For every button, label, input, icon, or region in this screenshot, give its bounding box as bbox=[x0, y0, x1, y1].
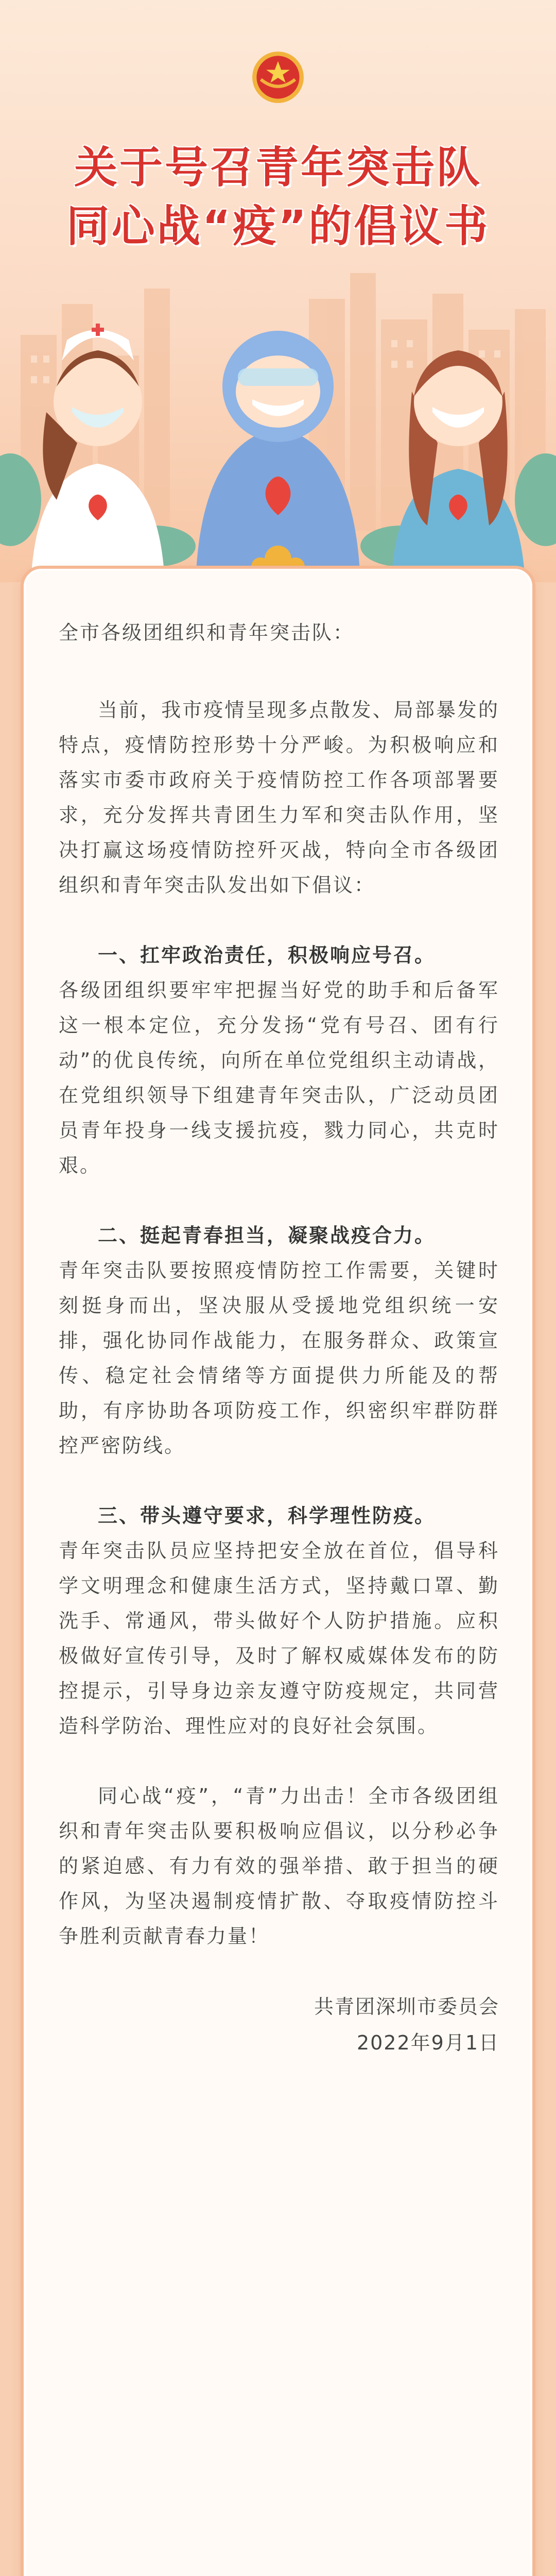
section-2-body: 青年突击队要按照疫情防控工作需要，关键时刻挺身而出，坚决服从受援地党组织统一安排，强化协同作战能力，在服务群众、政策宣传、稳定社会情绪等方面提供力所能及的帮助，有序协助各项防疫工作，织密织牢群防群控严密防线。 bbox=[59, 1259, 499, 1457]
section-3-body: 青年突击队员应坚持把安全放在首位，倡导科学文明理念和健康生活方式，坚持戴口罩、勤洗手、常通风，带头做好个人防护措施。应积极做好宣传引导，及时了解权威媒体发布的防控提示，引导身边亲友遵守防疫规定，共同营造科学防治、理性应对的良好社会氛围。 bbox=[59, 1539, 499, 1737]
signature: 共青团深圳市委员会 bbox=[314, 1995, 499, 2018]
protective-suit-figure bbox=[196, 331, 360, 582]
title-line-1: 关于号召青年突击队 bbox=[74, 142, 482, 193]
intro-paragraph: 当前，我市疫情呈现多点散发、局部暴发的特点，疫情防控形势十分严峻。为积极响应和落实市委市政府关于疫情防控工作各项部署要求，充分发挥共青团生力军和突击队作用，坚决打赢这场疫情防控歼灭战，特向全市各级团组织和青年突击队发出如下倡议： bbox=[59, 699, 499, 896]
section-2-heading: 二、挺起青春担当，凝聚战疫合力。 bbox=[98, 1224, 436, 1247]
header-banner bbox=[0, 0, 556, 582]
section-1-body: 各级团组织要牢牢把握当好党的助手和后备军这一根本定位，充分发扬“党有号召、团有行动”的优良传统，向所在单位党组织主动请战，在党组织领导下组建青年突击队，广泛动员团员青年投身一线支援抗疫，戮力同心，共克时艰。 bbox=[59, 979, 499, 1177]
section-1-heading: 一、扛牢政治责任，积极响应号召。 bbox=[98, 944, 436, 967]
closing-paragraph: 同心战“疫”，“青”力出击！全市各级团组织和青年突击队要积极响应倡议，以分秒必争的紧迫感、有力有效的强举措、敢于担当的硬作风，为坚决遏制疫情扩散、夺取疫情防控斗争胜利贡献青春力量！ bbox=[59, 1785, 499, 1947]
salutation: 全市各级团组织和青年突击队： bbox=[59, 621, 355, 644]
date: 2022年9月1日 bbox=[356, 2031, 499, 2054]
letter-body bbox=[59, 615, 499, 2061]
letter-card bbox=[24, 569, 532, 2576]
youth-league-emblem-icon bbox=[251, 50, 305, 104]
title-line-2: 同心战“疫”的倡议书 bbox=[66, 201, 490, 251]
nurse-right-figure bbox=[391, 350, 525, 582]
section-3-heading: 三、带头遵守要求，科学理性防疫。 bbox=[98, 1504, 436, 1527]
medical-workers-illustration bbox=[0, 258, 556, 582]
nurse-left-figure bbox=[31, 324, 165, 582]
